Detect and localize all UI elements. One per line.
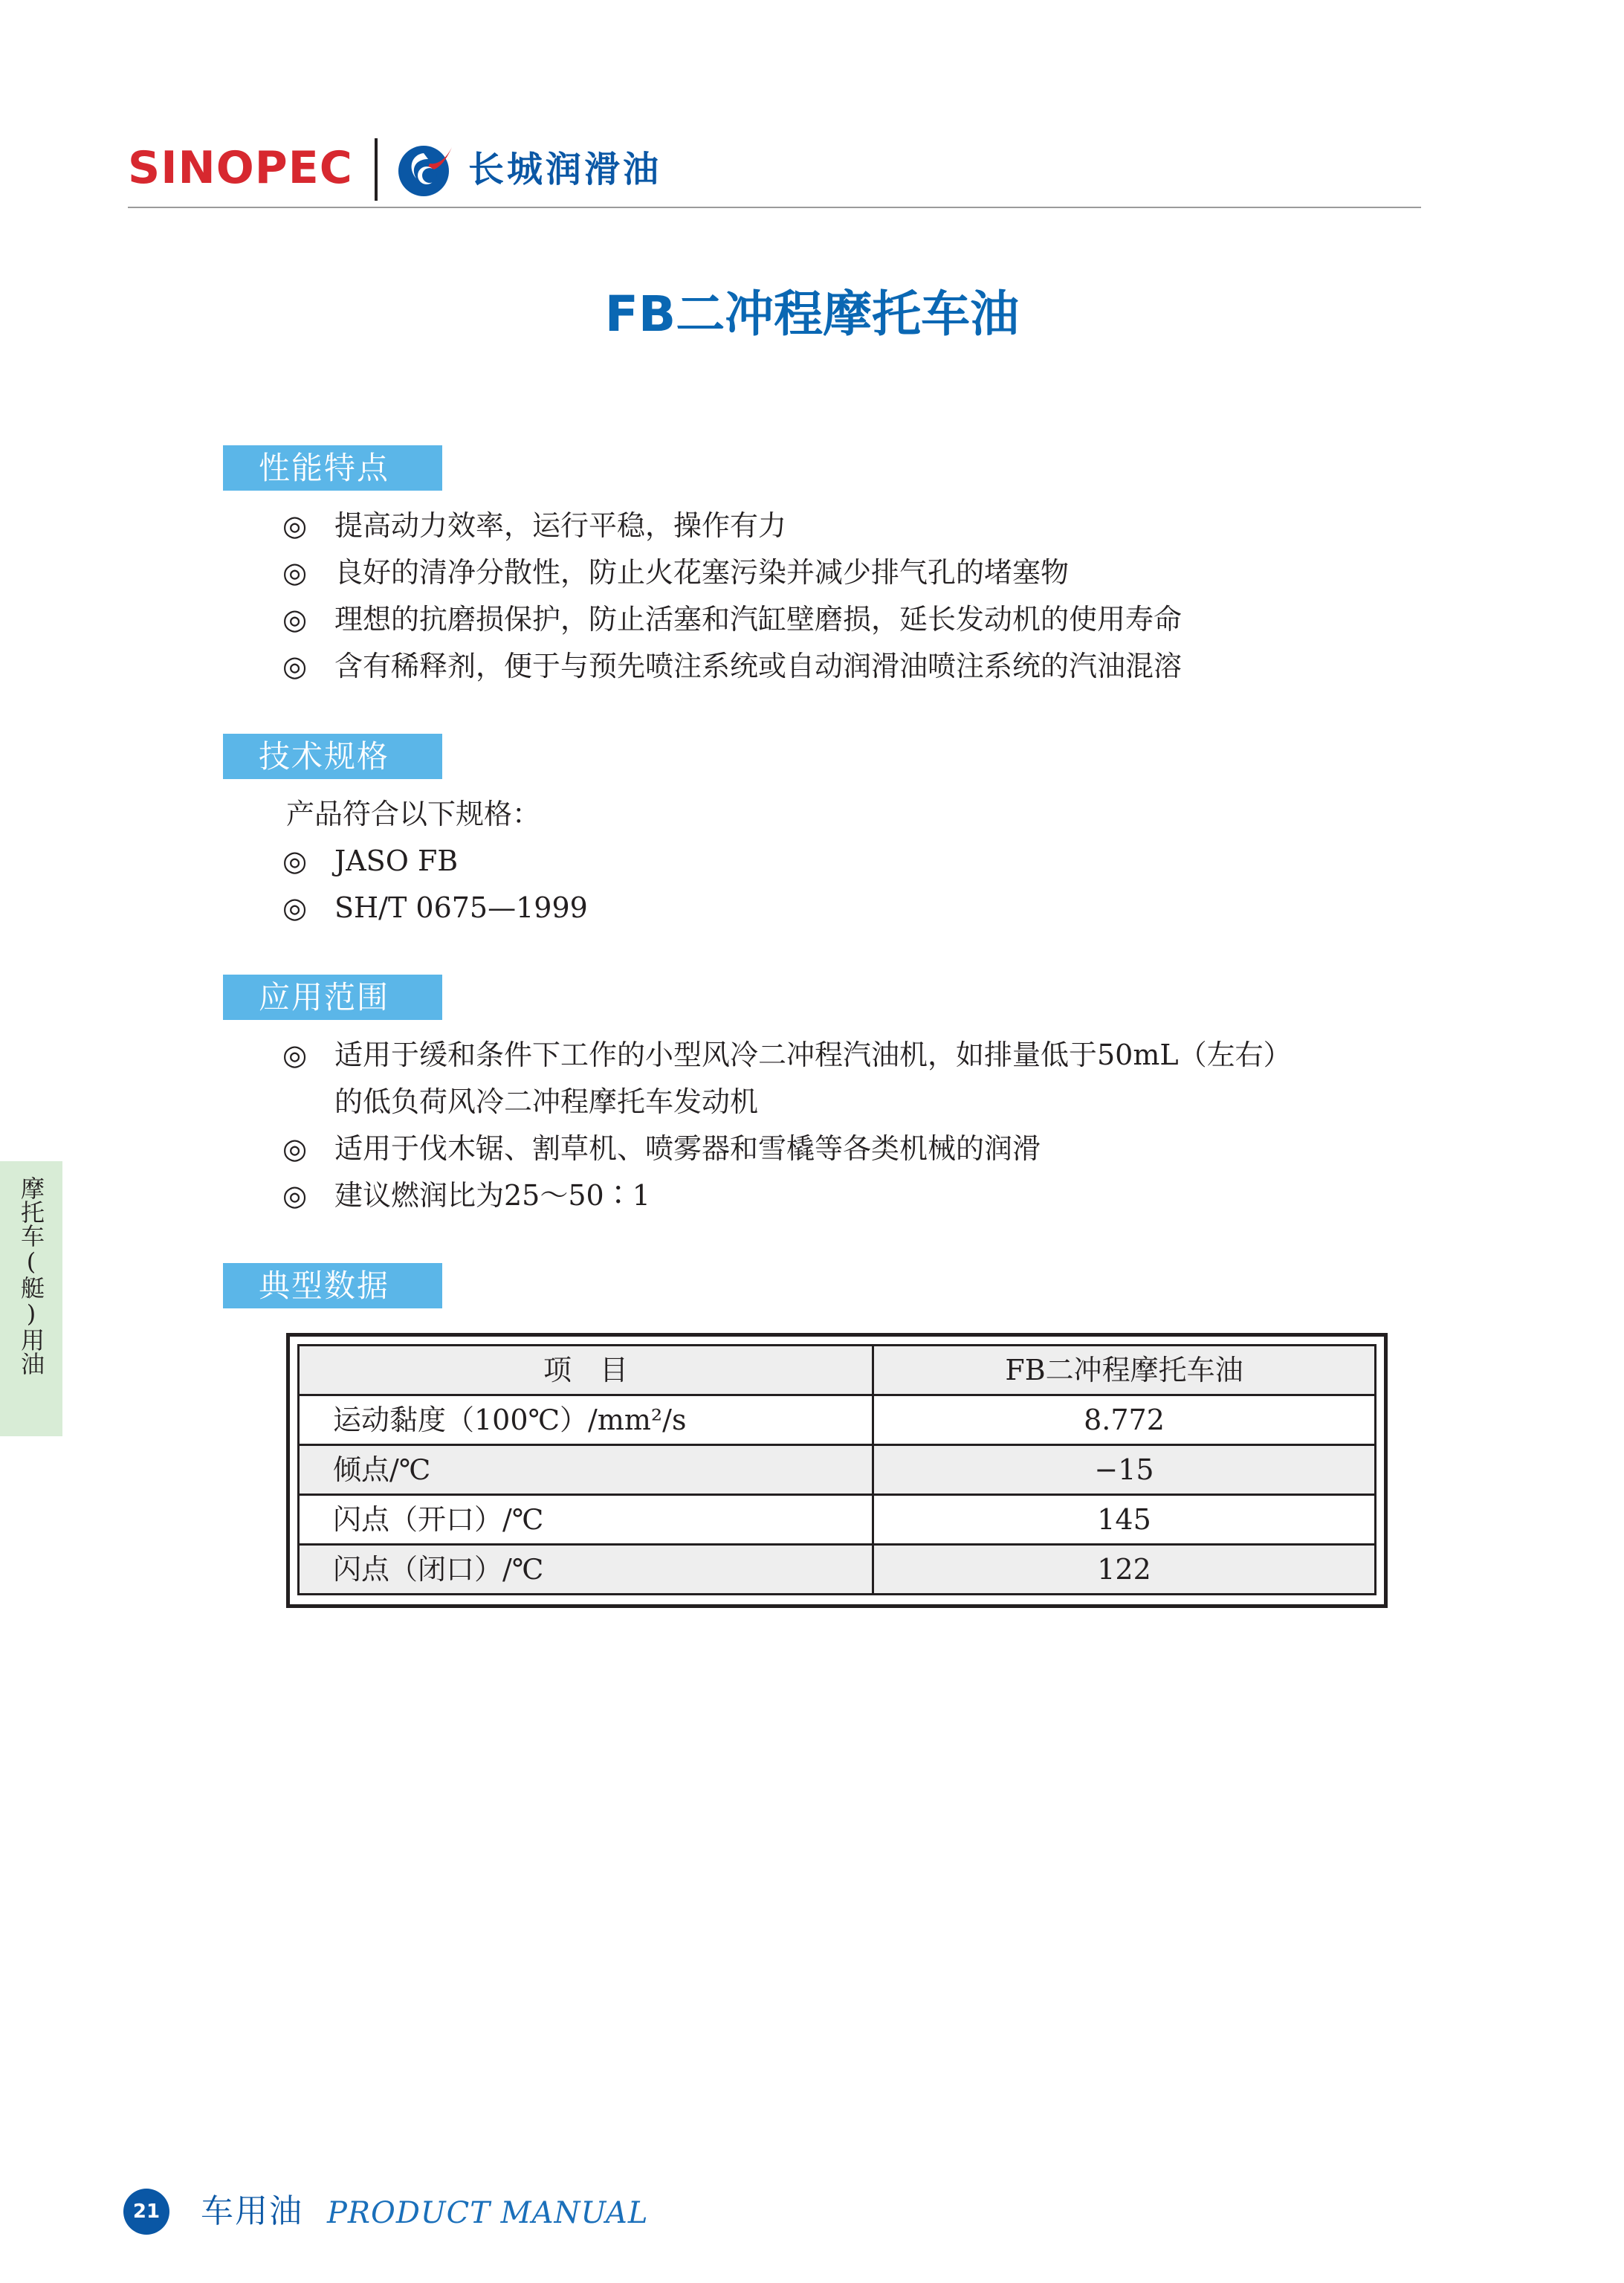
feature-item <box>282 549 1069 596</box>
side-category-tab <box>0 1161 62 1436</box>
great-wall-logo-icon <box>394 138 456 201</box>
feature-item <box>282 642 1182 690</box>
bullet-icon: ◎ <box>282 603 308 636</box>
table-row <box>299 1395 1376 1445</box>
feature-text: 提高动力效率，运行平稳，操作有力 <box>334 509 787 542</box>
spec-item <box>282 837 458 885</box>
feature-text: 含有稀释剂，便于与预先喷注系统或自动润滑油喷注系统的汽油混溶 <box>334 650 1183 682</box>
section-heading-specs: 技术规格 <box>223 734 442 779</box>
page-title: FB二冲程摩托车油 <box>604 285 1020 343</box>
section-heading-applications: 应用范围 <box>223 975 442 1020</box>
application-item <box>282 1031 1292 1079</box>
application-text-continued: 的低负荷风冷二冲程摩托车发动机 <box>334 1085 759 1118</box>
value-cell: −15 <box>873 1445 1376 1495</box>
brand-name: 长城润滑油 <box>468 149 662 190</box>
value-cell: 145 <box>873 1495 1376 1545</box>
table-row <box>299 1445 1376 1495</box>
application-text: 适用于伐木锯、割草机、喷雾器和雪橇等各类机械的润滑 <box>334 1132 1041 1165</box>
feature-text: 良好的清净分散性，防止火花塞污染并减少排气孔的堵塞物 <box>334 556 1070 589</box>
property-cell: 倾点/℃ <box>299 1445 873 1495</box>
table-header-row <box>299 1346 1376 1395</box>
spec-item <box>282 884 588 931</box>
header-rule <box>128 207 1421 208</box>
feature-text: 理想的抗磨损保护，防止活塞和汽缸壁磨损，延长发动机的使用寿命 <box>334 603 1183 636</box>
property-cell: 运动黏度（100℃）/mm²/s <box>299 1395 873 1445</box>
spec-text: SH/T 0675—1999 <box>334 891 588 924</box>
spec-text: JASO FB <box>334 845 459 877</box>
bullet-icon: ◎ <box>282 1132 308 1165</box>
application-text: 适用于缓和条件下工作的小型风冷二冲程汽油机，如排量低于50mL（左右） <box>334 1039 1292 1071</box>
bullet-icon: ◎ <box>282 891 308 924</box>
section-heading-typical-data: 典型数据 <box>223 1263 442 1308</box>
bullet-icon: ◎ <box>282 845 308 877</box>
property-cell: 闪点（开口）/℃ <box>299 1495 873 1545</box>
column-header: FB二冲程摩托车油 <box>873 1346 1376 1395</box>
footer-label-en: PRODUCT MANUAL <box>327 2196 649 2230</box>
value-cell: 122 <box>873 1545 1376 1595</box>
application-item <box>282 1125 1041 1172</box>
column-header: 项 目 <box>299 1346 873 1395</box>
feature-item <box>282 502 786 549</box>
page-number-badge: 21 <box>123 2189 169 2235</box>
application-item <box>282 1172 650 1219</box>
typical-data-table <box>286 1333 1388 1608</box>
bullet-icon: ◎ <box>282 556 308 589</box>
value-cell: 8.772 <box>873 1395 1376 1445</box>
sinopec-logo: SINOPEC <box>128 142 353 194</box>
logo-divider <box>375 138 378 201</box>
table-row <box>299 1545 1376 1595</box>
footer-label-cn: 车用油 <box>201 2192 303 2230</box>
specs-intro: 产品符合以下规格： <box>286 798 541 830</box>
section-heading-features: 性能特点 <box>223 445 442 491</box>
application-text: 建议燃润比为25～50∶1 <box>334 1179 650 1212</box>
bullet-icon: ◎ <box>282 1039 308 1071</box>
feature-item <box>282 595 1182 643</box>
bullet-icon: ◎ <box>282 650 308 682</box>
data-table <box>297 1344 1376 1595</box>
side-category-label: 摩托车(艇)用油 <box>17 1176 45 1375</box>
bullet-icon: ◎ <box>282 509 308 542</box>
table-row <box>299 1495 1376 1545</box>
property-cell: 闪点（闭口）/℃ <box>299 1545 873 1595</box>
bullet-icon: ◎ <box>282 1179 308 1212</box>
